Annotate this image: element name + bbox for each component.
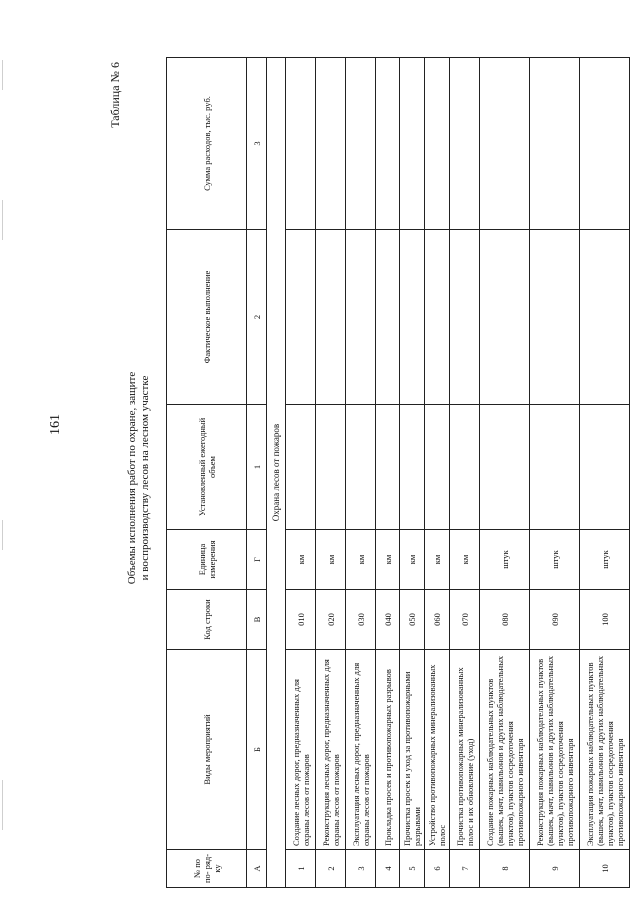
annual-volume-cell: [400, 405, 425, 530]
activity-cell: Реконструкция пожарных наблюдательных пунктов (вышек, мачт, павильонов и других наблюдательных пунктов), пунктов сосредоточения противопожарного инвентаря: [530, 650, 580, 850]
unit-cell: км: [316, 530, 346, 590]
table-number: Таблица № 6: [108, 62, 122, 128]
unit-cell: штук: [530, 530, 580, 590]
row-code: 100: [580, 590, 630, 650]
row-number: 9: [530, 850, 580, 888]
table-row: [530, 58, 580, 888]
annual-volume-cell: [450, 405, 480, 530]
table-body: [286, 58, 630, 888]
annual-volume-cell: [530, 405, 580, 530]
table-row: [400, 58, 425, 888]
unit-cell: км: [286, 530, 316, 590]
cost-cell: [316, 58, 346, 230]
header-cell: № по по- ряд- ку: [167, 850, 247, 888]
activity-cell: Прочистка просек и уход за противопожарными разрывами: [400, 650, 425, 850]
row-number: 8: [480, 850, 530, 888]
actual-cell: [530, 230, 580, 405]
annual-volume-cell: [425, 405, 450, 530]
row-code: 050: [400, 590, 425, 650]
actual-cell: [450, 230, 480, 405]
unit-cell: штук: [480, 530, 530, 590]
header-cell: Сумма расходов, тыс. руб.: [167, 58, 247, 230]
activity-cell: Прочистка противопожарных минерализованных полос и их обновление (уход): [450, 650, 480, 850]
actual-cell: [376, 230, 400, 405]
actual-cell: [580, 230, 630, 405]
row-number: 4: [376, 850, 400, 888]
header-cell: Единица измерения: [167, 530, 247, 590]
table-row: [346, 58, 376, 888]
row-number: 10: [580, 850, 630, 888]
scan-edge-mark: [2, 200, 3, 240]
column-letter: 1: [247, 405, 267, 530]
cost-cell: [346, 58, 376, 230]
activity-cell: Устройство противопожарных минерализованных полос: [425, 650, 450, 850]
row-number: 5: [400, 850, 425, 888]
actual-cell: [400, 230, 425, 405]
row-code: 080: [480, 590, 530, 650]
table-row: [450, 58, 480, 888]
cost-cell: [400, 58, 425, 230]
cost-cell: [480, 58, 530, 230]
header-cell: Установленный ежегодный объем: [167, 405, 247, 530]
cost-cell: [530, 58, 580, 230]
unit-cell: штук: [580, 530, 630, 590]
cost-cell: [286, 58, 316, 230]
row-number: 1: [286, 850, 316, 888]
activity-cell: Реконструкция лесных дорог, предназначенных для охраны лесов от пожаров: [316, 650, 346, 850]
row-code: 090: [530, 590, 580, 650]
annual-volume-cell: [376, 405, 400, 530]
unit-cell: км: [425, 530, 450, 590]
row-number: 3: [346, 850, 376, 888]
table-row: [480, 58, 530, 888]
actual-cell: [316, 230, 346, 405]
scan-edge-mark: [2, 780, 3, 830]
activity-cell: Создание лесных дорог, предназначенных для охраны лесов от пожаров: [286, 650, 316, 850]
header-cell: Фактическое выполнение: [167, 230, 247, 405]
annual-volume-cell: [580, 405, 630, 530]
annual-volume-cell: [316, 405, 346, 530]
activity-cell: Эксплуатация лесных дорог, предназначенных для охраны лесов от пожаров: [346, 650, 376, 850]
scan-edge-mark: [2, 520, 3, 550]
row-code: 030: [346, 590, 376, 650]
row-code: 060: [425, 590, 450, 650]
table-row: [376, 58, 400, 888]
actual-cell: [425, 230, 450, 405]
column-letter: А: [247, 850, 267, 888]
header-cell: Виды мероприятий: [167, 650, 247, 850]
row-code: 010: [286, 590, 316, 650]
actual-cell: [346, 230, 376, 405]
column-letters-row: [247, 58, 267, 888]
column-letter: В: [247, 590, 267, 650]
title-line: Объемы исполнения работ по охране, защите: [126, 371, 138, 585]
row-number: 7: [450, 850, 480, 888]
row-code: 070: [450, 590, 480, 650]
page-number: 161: [48, 414, 63, 435]
column-letter: 3: [247, 58, 267, 230]
activity-cell: Эксплуатация пожарных наблюдательных пунктов (вышек, мачт, павильонов и других наблюдательных пунктов), пунктов сосредоточения противопожарного инвентаря: [580, 650, 630, 850]
actual-cell: [286, 230, 316, 405]
scan-edge-mark: [2, 60, 3, 90]
title-line: и воспроизводству лесов на лесном участке: [139, 375, 151, 581]
annual-volume-cell: [286, 405, 316, 530]
rotated-table-page: [108, 58, 633, 888]
row-code: 020: [316, 590, 346, 650]
activity-cell: Создание пожарных наблюдательных пунктов (вышек, мачт, павильонов и других наблюдательных пунктов), пунктов сосредоточения противопожарного инвентаря: [480, 650, 530, 850]
table-row: [286, 58, 316, 888]
document-title: [126, 298, 152, 658]
table-header-row: [167, 58, 247, 888]
actual-cell: [480, 230, 530, 405]
column-letter: Г: [247, 530, 267, 590]
unit-cell: км: [376, 530, 400, 590]
column-letter: 2: [247, 230, 267, 405]
activity-cell: Прокладка просек и противопожарных разрывов: [376, 650, 400, 850]
table-row: [425, 58, 450, 888]
cost-cell: [450, 58, 480, 230]
section-row: [267, 58, 286, 888]
unit-cell: км: [346, 530, 376, 590]
cost-cell: [376, 58, 400, 230]
section-title: Охрана лесов от пожаров: [267, 58, 286, 888]
table-row: [580, 58, 630, 888]
row-code: 040: [376, 590, 400, 650]
annual-volume-cell: [480, 405, 530, 530]
row-number: 6: [425, 850, 450, 888]
annual-volume-cell: [346, 405, 376, 530]
unit-cell: км: [450, 530, 480, 590]
row-number: 2: [316, 850, 346, 888]
table-row: [316, 58, 346, 888]
cost-cell: [580, 58, 630, 230]
unit-cell: км: [400, 530, 425, 590]
works-volume-table: [166, 57, 630, 888]
cost-cell: [425, 58, 450, 230]
header-cell: Код строки: [167, 590, 247, 650]
column-letter: Б: [247, 650, 267, 850]
